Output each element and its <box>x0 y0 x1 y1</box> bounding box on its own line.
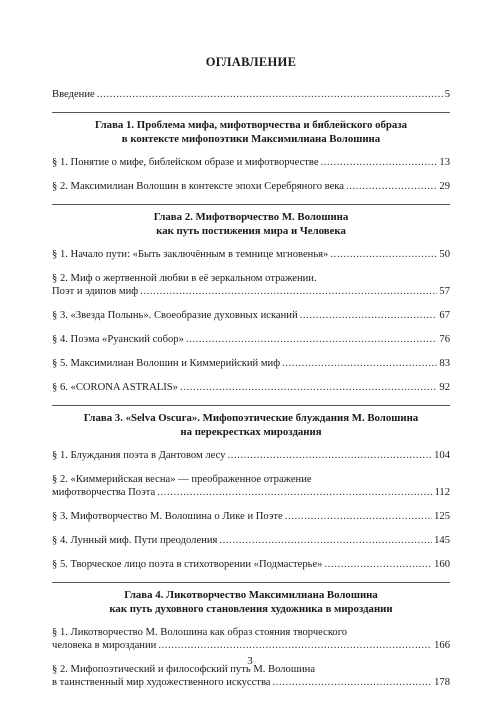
toc-entry[interactable] <box>52 449 450 462</box>
toc-entry-text: § 1. Понятие о мифе, библейском образе и мифотворчестве <box>52 157 319 168</box>
toc-entry[interactable] <box>52 473 450 499</box>
toc-entry-page: 112 <box>434 487 450 498</box>
toc-entry[interactable] <box>52 357 450 370</box>
dot-leader <box>157 486 432 499</box>
chapter-heading <box>52 211 450 238</box>
toc-entry-text: § 2. Максимилиан Волошин в контексте эпохи Серебряного века <box>52 181 344 192</box>
toc-entry-page: 67 <box>439 310 450 321</box>
toc-entry-page: 13 <box>439 157 450 168</box>
toc-entry-page: 160 <box>434 559 450 570</box>
dot-leader <box>227 449 432 462</box>
chapter-heading-line: как путь постижения мира и Человека <box>156 224 346 237</box>
toc-entry-text: § 2. Мифопоэтический и философский путь М. Волошина <box>52 664 316 675</box>
dot-leader <box>158 639 432 652</box>
toc-entry-page: 166 <box>434 640 450 651</box>
dot-leader <box>97 88 443 101</box>
toc-entry-page: 125 <box>434 511 450 522</box>
toc-entry-page: 76 <box>439 334 450 345</box>
toc-entry-text: Введение <box>52 89 95 100</box>
chapter-heading-line: Глава 3. «Selva Oscura». Мифопоэтические блуждания М. Волошина <box>83 412 419 424</box>
toc-entry-intro[interactable] <box>52 88 450 101</box>
toc-entry-text: § 1. Блуждания поэта в Дантовом лесу <box>52 450 226 461</box>
toc-entry[interactable] <box>52 534 450 547</box>
toc-entry-page: 92 <box>439 382 450 393</box>
toc-entry-page: 83 <box>439 358 450 369</box>
chapter-heading-line: на перекрестках мироздания <box>180 425 322 438</box>
toc-entry-text: в таинственный мир художественного искусства <box>52 677 271 688</box>
dot-leader <box>282 357 437 370</box>
toc-entry-text: Поэт и эдипов миф <box>52 286 139 297</box>
toc-entry-text: § 5. Максимилиан Волошин и Киммерийский миф <box>52 358 281 369</box>
chapter-heading-line: Глава 4. Ликотворчество Максимилиана Волошина <box>124 589 378 601</box>
dot-leader <box>321 156 438 169</box>
dot-leader <box>285 510 432 523</box>
toc-entry-text: § 3. «Звезда Полынь». Своеобразие духовных исканий <box>52 310 298 321</box>
toc-entry[interactable] <box>52 309 450 322</box>
dot-leader <box>180 381 437 394</box>
toc-entry-text: человека в мироздании <box>52 640 157 651</box>
toc-entry-text: § 4. Лунный миф. Пути преодоления <box>52 535 218 546</box>
toc-entry-text: § 3. Мифотворчество М. Волошина о Лике и Поэте <box>52 511 283 522</box>
toc-entry-page: 50 <box>439 249 450 260</box>
toc-entry[interactable] <box>52 626 450 652</box>
toc-entry-page: 29 <box>439 181 450 192</box>
table-of-contents <box>52 56 450 700</box>
section-divider <box>52 405 450 406</box>
toc-entry-text: § 2. «Киммерийская весна» — преображенное отражение <box>52 474 312 485</box>
dot-leader <box>330 248 437 261</box>
chapters-container <box>52 112 450 689</box>
toc-title: ОГЛАВЛЕНИЕ <box>205 55 297 69</box>
toc-entry-page: 57 <box>439 286 450 297</box>
section-divider <box>52 582 450 583</box>
toc-entry-text: § 4. Поэма «Руанский собор» <box>52 334 184 345</box>
toc-entry[interactable] <box>52 180 450 193</box>
toc-entry-page: 5 <box>444 89 450 100</box>
toc-entry-text: § 2. Миф о жертвенной любви в её зеркальном отражении. <box>52 273 317 284</box>
section-divider <box>52 204 450 205</box>
toc-entry-text: мифотворчества Поэта <box>52 487 156 498</box>
dot-leader <box>300 309 438 322</box>
toc-entry[interactable] <box>52 156 450 169</box>
dot-leader <box>140 285 437 298</box>
dot-leader <box>186 333 438 346</box>
dot-leader <box>346 180 437 193</box>
toc-entry[interactable] <box>52 510 450 523</box>
toc-entry[interactable] <box>52 248 450 261</box>
toc-entry-page: 104 <box>434 450 450 461</box>
dot-leader <box>273 676 433 689</box>
chapter-heading-line: в контексте мифопоэтики Максимилиана Волошина <box>121 132 381 145</box>
toc-entry-page: 145 <box>434 535 450 546</box>
toc-entry-text: § 5. Творческое лицо поэта в стихотворении «Подмастерье» <box>52 559 323 570</box>
page-number: 3 <box>247 655 253 667</box>
chapter-heading <box>52 119 450 146</box>
toc-entry-text: § 1. Начало пути: «Быть заключённым в темнице мгновенья» <box>52 249 329 260</box>
chapter-heading-line: как путь духовного становления художника в мироздании <box>109 602 393 615</box>
toc-entry[interactable] <box>52 381 450 394</box>
chapter-heading-line: Глава 2. Мифотворчество М. Волошина <box>153 211 349 223</box>
toc-entry-page: 178 <box>434 677 450 688</box>
toc-entry-text: § 6. «CORONA ASTRALIS» <box>52 382 178 393</box>
dot-leader <box>219 534 432 547</box>
toc-entry-text: § 1. Ликотворчество М. Волошина как образ стояния творческого <box>52 627 348 638</box>
dot-leader <box>324 558 432 571</box>
toc-entry[interactable] <box>52 558 450 571</box>
chapter-heading-line: Глава 1. Проблема мифа, мифотворчества и библейского образа <box>94 119 408 131</box>
toc-entry[interactable] <box>52 272 450 298</box>
chapter-heading <box>52 589 450 616</box>
section-divider <box>52 112 450 113</box>
chapter-heading <box>52 412 450 439</box>
toc-entry[interactable] <box>52 333 450 346</box>
